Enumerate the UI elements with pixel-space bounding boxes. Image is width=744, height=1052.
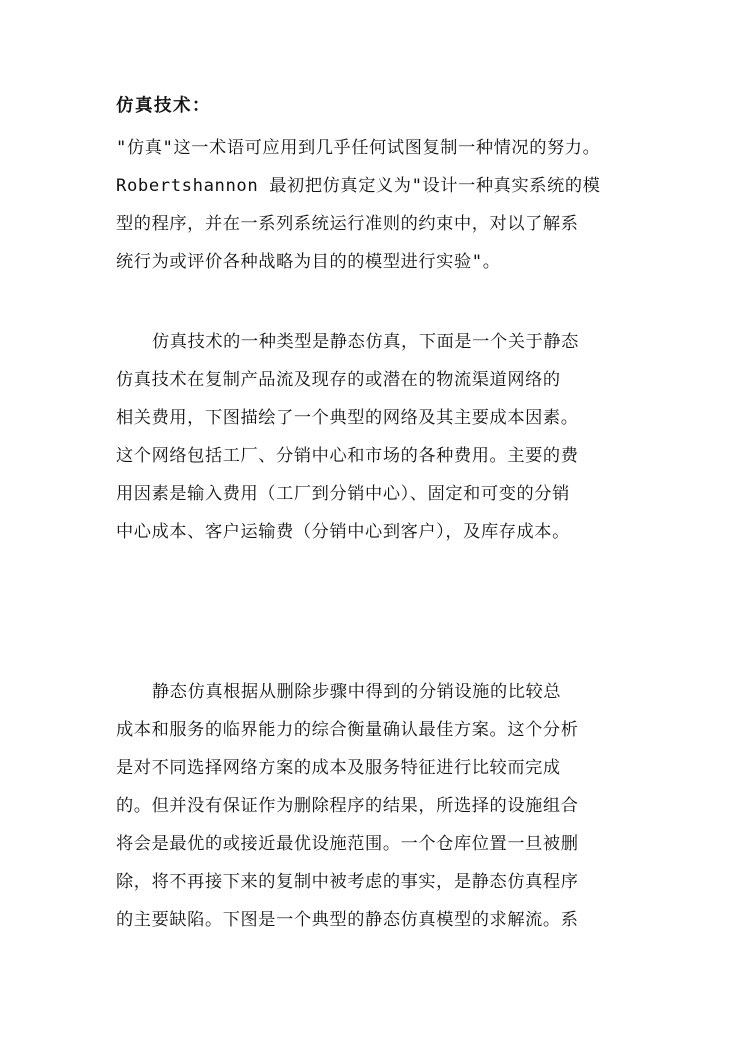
paragraph-3-line-5: 将会是最优的或接近最优设施范围。一个仓库位置一旦被删 [116,834,579,854]
paragraph-3-line-1: 静态仿真根据从删除步骤中得到的分销设施的比较总 [152,682,562,702]
paragraph-1-line-1: "仿真"这一术语可应用到几乎任何试图复制一种情况的努力。 [116,138,601,158]
paragraph-1-line-3: 型的程序，并在一系列系统运行准则的约束中，对以了解系 [116,214,579,234]
paragraph-2-line-1: 仿真技术的一种类型是静态仿真，下面是一个关于静态 [152,332,579,352]
paragraph-2-line-3: 相关费用，下图描绘了一个典型的网络及其主要成本因素。 [116,408,579,428]
paragraph-2-line-6: 中心成本、客户运输费（分销中心到客户），及库存成本。 [116,522,570,542]
paragraph-2-line-2: 仿真技术在复制产品流及现存的或潜在的物流渠道网络的 [116,370,561,390]
paragraph-2-line-5: 用因素是输入费用（工厂到分销中心）、固定和可变的分销 [116,484,570,504]
section-heading: 仿真技术： [116,96,211,116]
paragraph-1-line-4: 统行为或评价各种战略为目的的模型进行实验"。 [116,252,501,272]
paragraph-3-line-6: 除，将不再接下来的复制中被考虑的事实，是静态仿真程序 [116,872,579,892]
paragraph-3-line-2: 成本和服务的临界能力的综合衡量确认最佳方案。这个分析 [116,720,579,740]
paragraph-3-line-7: 的主要缺陷。下图是一个典型的静态仿真模型的求解流。系 [116,910,579,930]
paragraph-3-line-4: 的。但并没有保证作为删除程序的结果，所选择的设施组合 [116,796,579,816]
paragraph-3-line-3: 是对不同选择网络方案的成本及服务特征进行比较而完成 [116,758,561,778]
paragraph-1-line-2: Robertshannon 最初把仿真定义为"设计一种真实系统的模 [116,176,601,196]
paragraph-2-line-4: 这个网络包括工厂、分销中心和市场的各种费用。主要的费 [116,446,579,466]
